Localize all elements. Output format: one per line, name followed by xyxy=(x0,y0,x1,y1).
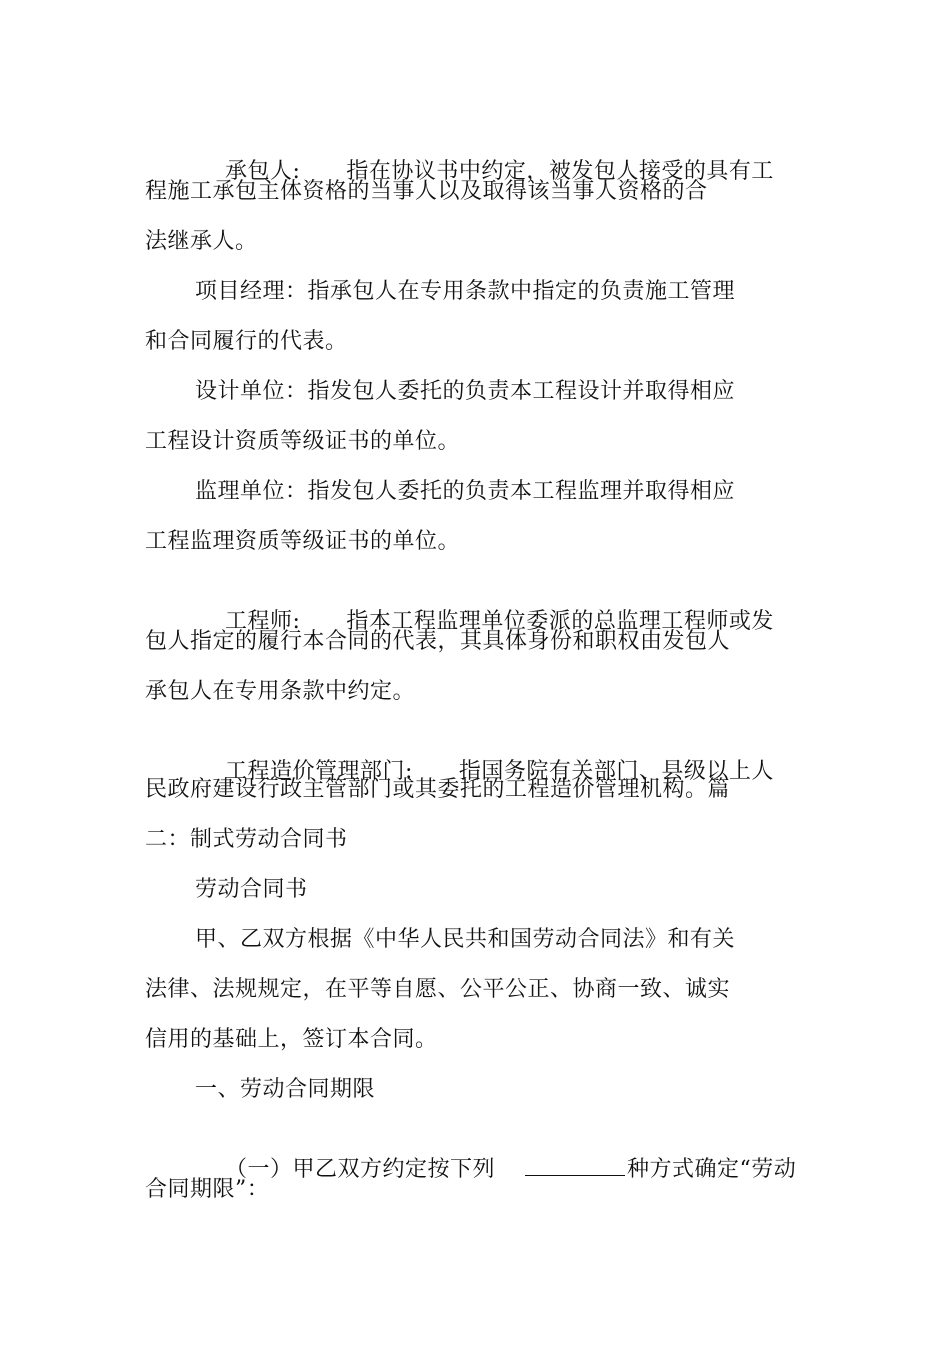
term-engineer: 工程师: xyxy=(224,609,301,634)
text-line: 法律、法规规定，在平等自愿、公平公正、协商一致、诚实 xyxy=(145,977,731,1002)
definition-cost-management-dept: 指国务院有关部门、县级以上人 xyxy=(458,759,774,784)
text-line: 工程设计资质等级证书的单位。 xyxy=(145,429,461,454)
paragraph-preamble: 甲、乙双方根据《中华人民共和国劳动合同法》和有关 xyxy=(195,927,736,952)
definition-engineer: 指本工程监理单位委派的总监理工程师或发 xyxy=(346,609,774,634)
term-cost-management-dept: 工程造价管理部门: xyxy=(224,759,413,784)
text-line: 信用的基础上，签订本合同。 xyxy=(145,1027,438,1052)
clause-text: （一）甲乙双方约定按下列 xyxy=(224,1157,495,1182)
term-contractor: 承包人: xyxy=(224,159,301,184)
paragraph-design-unit: 设计单位：指发包人委托的负责本工程设计并取得相应 xyxy=(195,379,736,404)
definition-contractor: 指在协议书中约定，被发包人接受的具有工 xyxy=(346,159,774,184)
document-title-labor-contract: 劳动合同书 xyxy=(195,877,308,902)
section-heading-part-two: 二：制式劳动合同书 xyxy=(145,827,348,852)
clause-text: 种方式确定“劳动 xyxy=(627,1157,797,1182)
text-line: 民政府建设行政主管部门或其委托的工程造价管理机构。篇 xyxy=(145,777,731,802)
text-line: 包人指定的履行本合同的代表，其具体身份和职权由发包人 xyxy=(145,629,731,654)
paragraph-supervision-unit: 监理单位：指发包人委托的负责本工程监理并取得相应 xyxy=(195,479,736,504)
fill-in-blank xyxy=(525,1155,625,1176)
line-term-method xyxy=(195,1125,796,1215)
text-line: 程施工承包主体资格的当事人以及取得该当事人资格的合 xyxy=(145,179,708,204)
text-line: 承包人在专用条款中约定。 xyxy=(145,679,416,704)
text-line: 法继承人。 xyxy=(145,229,258,254)
text-line: 工程监理资质等级证书的单位。 xyxy=(145,529,461,554)
paragraph-project-manager: 项目经理：指承包人在专用条款中指定的负责施工管理 xyxy=(195,279,736,304)
text-line: 和合同履行的代表。 xyxy=(145,329,348,354)
text-line: 合同期限”： xyxy=(145,1177,270,1202)
section-heading-contract-term: 一、劳动合同期限 xyxy=(195,1077,376,1102)
